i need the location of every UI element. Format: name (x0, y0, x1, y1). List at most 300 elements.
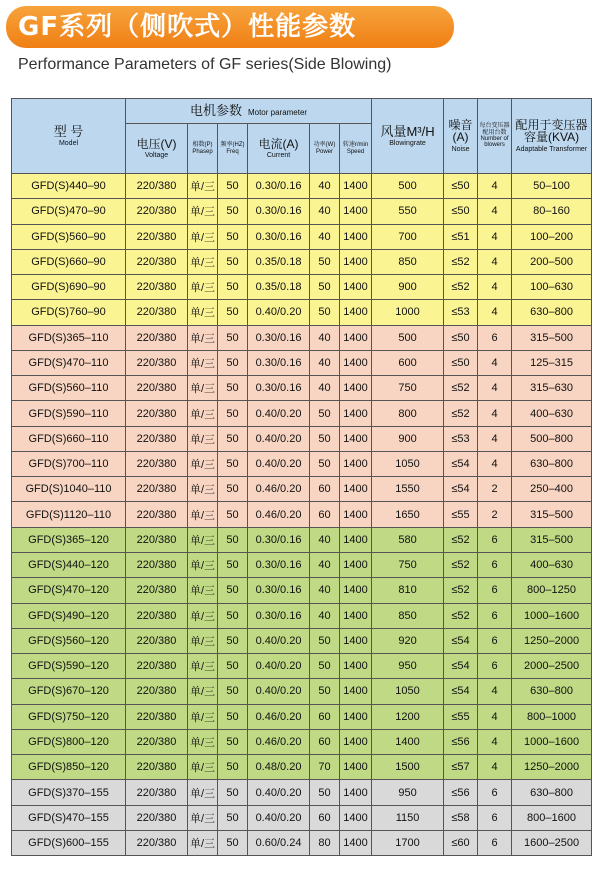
cell-power: 40 (310, 325, 340, 350)
cell-freq: 50 (218, 376, 248, 401)
cell-transformer: 800–1600 (512, 805, 592, 830)
cell-speed: 1400 (340, 451, 372, 476)
cell-noise: ≤53 (444, 426, 478, 451)
cell-transformer: 250–400 (512, 477, 592, 502)
cell-speed: 1400 (340, 578, 372, 603)
cell-phase: 单/三 (188, 477, 218, 502)
cell-noise: ≤54 (444, 628, 478, 653)
cell-speed: 1400 (340, 830, 372, 855)
cell-power: 60 (310, 729, 340, 754)
cell-transformer: 800–1250 (512, 578, 592, 603)
cell-air: 950 (372, 654, 444, 679)
cell-freq: 50 (218, 249, 248, 274)
cell-phase: 单/三 (188, 578, 218, 603)
cell-model: GFD(S)690–90 (12, 275, 126, 300)
cell-model: GFD(S)850–120 (12, 755, 126, 780)
table-row (12, 603, 592, 628)
cell-noise: ≤52 (444, 578, 478, 603)
cell-power: 60 (310, 502, 340, 527)
cell-blowers: 6 (478, 805, 512, 830)
cell-voltage: 220/380 (126, 350, 188, 375)
cell-phase: 单/三 (188, 502, 218, 527)
cell-phase: 单/三 (188, 805, 218, 830)
cell-voltage: 220/380 (126, 376, 188, 401)
cell-freq: 50 (218, 552, 248, 577)
cell-phase: 单/三 (188, 249, 218, 274)
table-row (12, 830, 592, 855)
table-row (12, 704, 592, 729)
header-model: 型 号 Model (12, 99, 126, 174)
cell-power: 50 (310, 654, 340, 679)
header-motor-parameter: 电机参数 Motor parameter (126, 99, 372, 124)
cell-blowers: 6 (478, 628, 512, 653)
cell-speed: 1400 (340, 300, 372, 325)
cell-transformer: 1600–2500 (512, 830, 592, 855)
cell-noise: ≤50 (444, 174, 478, 199)
cell-model: GFD(S)560–120 (12, 628, 126, 653)
cell-power: 40 (310, 603, 340, 628)
parameters-table (11, 98, 592, 856)
cell-freq: 50 (218, 451, 248, 476)
cell-phase: 单/三 (188, 704, 218, 729)
cell-freq: 50 (218, 628, 248, 653)
cell-speed: 1400 (340, 350, 372, 375)
cell-air: 700 (372, 224, 444, 249)
cell-transformer: 315–500 (512, 325, 592, 350)
cell-voltage: 220/380 (126, 224, 188, 249)
cell-blowers: 4 (478, 679, 512, 704)
cell-model: GFD(S)470–155 (12, 805, 126, 830)
cell-noise: ≤52 (444, 527, 478, 552)
table-row (12, 350, 592, 375)
cell-voltage: 220/380 (126, 603, 188, 628)
cell-blowers: 4 (478, 249, 512, 274)
cell-model: GFD(S)370–155 (12, 780, 126, 805)
cell-current: 0.48/0.20 (248, 755, 310, 780)
cell-current: 0.46/0.20 (248, 729, 310, 754)
cell-voltage: 220/380 (126, 780, 188, 805)
cell-voltage: 220/380 (126, 325, 188, 350)
cell-power: 40 (310, 578, 340, 603)
cell-current: 0.30/0.16 (248, 174, 310, 199)
cell-phase: 单/三 (188, 654, 218, 679)
cell-noise: ≤51 (444, 224, 478, 249)
cell-transformer: 315–500 (512, 502, 592, 527)
cell-freq: 50 (218, 755, 248, 780)
cell-power: 50 (310, 451, 340, 476)
cell-blowers: 6 (478, 527, 512, 552)
cell-air: 1050 (372, 679, 444, 704)
table-row (12, 275, 592, 300)
cell-model: GFD(S)750–120 (12, 704, 126, 729)
cell-current: 0.46/0.20 (248, 704, 310, 729)
cell-current: 0.46/0.20 (248, 477, 310, 502)
table-row (12, 325, 592, 350)
cell-voltage: 220/380 (126, 477, 188, 502)
cell-phase: 单/三 (188, 527, 218, 552)
cell-power: 60 (310, 477, 340, 502)
cell-model: GFD(S)670–120 (12, 679, 126, 704)
cell-freq: 50 (218, 477, 248, 502)
cell-model: GFD(S)365–110 (12, 325, 126, 350)
cell-phase: 单/三 (188, 224, 218, 249)
cell-speed: 1400 (340, 376, 372, 401)
cell-model: GFD(S)1040–110 (12, 477, 126, 502)
cell-phase: 单/三 (188, 628, 218, 653)
table-row (12, 300, 592, 325)
cell-air: 1650 (372, 502, 444, 527)
cell-transformer: 630–800 (512, 780, 592, 805)
cell-speed: 1400 (340, 275, 372, 300)
table-row (12, 249, 592, 274)
cell-air: 750 (372, 552, 444, 577)
subtitle: Performance Parameters of GF series(Side Blowing) (18, 56, 392, 73)
header-freq: 频率(HZ) Freq (218, 124, 248, 174)
cell-air: 500 (372, 325, 444, 350)
header-voltage: 电压(V) Voltage (126, 124, 188, 174)
cell-transformer: 630–800 (512, 679, 592, 704)
cell-freq: 50 (218, 654, 248, 679)
cell-noise: ≤52 (444, 603, 478, 628)
cell-blowers: 6 (478, 654, 512, 679)
cell-power: 50 (310, 780, 340, 805)
cell-model: GFD(S)590–110 (12, 401, 126, 426)
cell-transformer: 2000–2500 (512, 654, 592, 679)
cell-voltage: 220/380 (126, 729, 188, 754)
cell-transformer: 315–630 (512, 376, 592, 401)
cell-noise: ≤52 (444, 376, 478, 401)
cell-power: 40 (310, 527, 340, 552)
cell-freq: 50 (218, 174, 248, 199)
cell-noise: ≤55 (444, 502, 478, 527)
cell-speed: 1400 (340, 174, 372, 199)
cell-model: GFD(S)440–120 (12, 552, 126, 577)
table-row (12, 654, 592, 679)
cell-speed: 1400 (340, 679, 372, 704)
cell-phase: 单/三 (188, 830, 218, 855)
cell-current: 0.30/0.16 (248, 224, 310, 249)
cell-phase: 单/三 (188, 376, 218, 401)
cell-model: GFD(S)440–90 (12, 174, 126, 199)
cell-power: 80 (310, 830, 340, 855)
cell-phase: 单/三 (188, 350, 218, 375)
cell-model: GFD(S)760–90 (12, 300, 126, 325)
cell-power: 40 (310, 199, 340, 224)
cell-transformer: 500–800 (512, 426, 592, 451)
cell-air: 1700 (372, 830, 444, 855)
cell-transformer: 630–800 (512, 451, 592, 476)
table-row (12, 679, 592, 704)
cell-freq: 50 (218, 325, 248, 350)
cell-transformer: 100–630 (512, 275, 592, 300)
cell-air: 1500 (372, 755, 444, 780)
title-banner: GF系列（侧吹式）性能参数 (6, 6, 454, 48)
cell-voltage: 220/380 (126, 578, 188, 603)
cell-power: 50 (310, 426, 340, 451)
cell-freq: 50 (218, 729, 248, 754)
cell-air: 1550 (372, 477, 444, 502)
cell-voltage: 220/380 (126, 830, 188, 855)
header-power: 功率(W) Power (310, 124, 340, 174)
cell-phase: 单/三 (188, 552, 218, 577)
cell-blowers: 4 (478, 755, 512, 780)
cell-freq: 50 (218, 224, 248, 249)
cell-power: 50 (310, 628, 340, 653)
cell-phase: 单/三 (188, 451, 218, 476)
table-row (12, 451, 592, 476)
cell-power: 50 (310, 679, 340, 704)
cell-blowers: 4 (478, 300, 512, 325)
cell-voltage: 220/380 (126, 426, 188, 451)
cell-speed: 1400 (340, 325, 372, 350)
cell-noise: ≤54 (444, 451, 478, 476)
cell-air: 580 (372, 527, 444, 552)
header-current: 电流(A) Current (248, 124, 310, 174)
cell-speed: 1400 (340, 654, 372, 679)
cell-noise: ≤56 (444, 729, 478, 754)
cell-freq: 50 (218, 350, 248, 375)
table-row (12, 426, 592, 451)
table-row (12, 502, 592, 527)
cell-freq: 50 (218, 805, 248, 830)
cell-transformer: 50–100 (512, 174, 592, 199)
cell-current: 0.40/0.20 (248, 679, 310, 704)
cell-speed: 1400 (340, 502, 372, 527)
cell-blowers: 2 (478, 502, 512, 527)
cell-speed: 1400 (340, 224, 372, 249)
cell-transformer: 1000–1600 (512, 603, 592, 628)
cell-phase: 单/三 (188, 275, 218, 300)
cell-current: 0.40/0.20 (248, 426, 310, 451)
cell-noise: ≤54 (444, 679, 478, 704)
cell-voltage: 220/380 (126, 451, 188, 476)
cell-noise: ≤52 (444, 275, 478, 300)
cell-current: 0.30/0.16 (248, 350, 310, 375)
cell-air: 1150 (372, 805, 444, 830)
cell-power: 50 (310, 249, 340, 274)
cell-freq: 50 (218, 603, 248, 628)
cell-noise: ≤52 (444, 552, 478, 577)
cell-noise: ≤60 (444, 830, 478, 855)
cell-voltage: 220/380 (126, 552, 188, 577)
cell-speed: 1400 (340, 426, 372, 451)
table-row (12, 527, 592, 552)
cell-noise: ≤52 (444, 249, 478, 274)
header-noise: 噪音(A) Noise (444, 99, 478, 174)
cell-blowers: 4 (478, 275, 512, 300)
table-body (12, 174, 592, 856)
cell-power: 60 (310, 805, 340, 830)
cell-current: 0.40/0.20 (248, 805, 310, 830)
cell-transformer: 100–200 (512, 224, 592, 249)
cell-air: 950 (372, 780, 444, 805)
header-blowers: 每台变压器配用台数 Number of blowers (478, 99, 512, 174)
table-row (12, 174, 592, 199)
cell-freq: 50 (218, 275, 248, 300)
cell-air: 600 (372, 350, 444, 375)
cell-blowers: 4 (478, 224, 512, 249)
cell-model: GFD(S)800–120 (12, 729, 126, 754)
cell-transformer: 800–1000 (512, 704, 592, 729)
cell-current: 0.40/0.20 (248, 401, 310, 426)
cell-power: 50 (310, 275, 340, 300)
table-row (12, 729, 592, 754)
cell-voltage: 220/380 (126, 275, 188, 300)
cell-voltage: 220/380 (126, 628, 188, 653)
cell-current: 0.40/0.20 (248, 451, 310, 476)
cell-noise: ≤50 (444, 350, 478, 375)
cell-blowers: 6 (478, 830, 512, 855)
cell-voltage: 220/380 (126, 755, 188, 780)
table-row (12, 755, 592, 780)
cell-model: GFD(S)590–120 (12, 654, 126, 679)
cell-power: 40 (310, 376, 340, 401)
cell-power: 50 (310, 401, 340, 426)
cell-blowers: 4 (478, 376, 512, 401)
cell-phase: 单/三 (188, 401, 218, 426)
table-row (12, 477, 592, 502)
cell-speed: 1400 (340, 780, 372, 805)
cell-model: GFD(S)365–120 (12, 527, 126, 552)
cell-voltage: 220/380 (126, 805, 188, 830)
cell-freq: 50 (218, 527, 248, 552)
cell-noise: ≤50 (444, 325, 478, 350)
cell-current: 0.46/0.20 (248, 502, 310, 527)
header-transformer: 配用于变压器容量(KVA) Adaptable Transformer (512, 99, 592, 174)
cell-current: 0.40/0.20 (248, 654, 310, 679)
cell-air: 500 (372, 174, 444, 199)
header-air-volume: 风量M³/H Blowingrate (372, 99, 444, 174)
cell-phase: 单/三 (188, 755, 218, 780)
cell-air: 750 (372, 376, 444, 401)
cell-current: 0.40/0.20 (248, 780, 310, 805)
cell-current: 0.30/0.16 (248, 199, 310, 224)
cell-phase: 单/三 (188, 300, 218, 325)
table-row (12, 805, 592, 830)
cell-speed: 1400 (340, 805, 372, 830)
header-speed: 转速r/min Speed (340, 124, 372, 174)
cell-transformer: 1000–1600 (512, 729, 592, 754)
cell-voltage: 220/380 (126, 704, 188, 729)
cell-freq: 50 (218, 780, 248, 805)
cell-voltage: 220/380 (126, 679, 188, 704)
cell-freq: 50 (218, 502, 248, 527)
cell-voltage: 220/380 (126, 249, 188, 274)
cell-blowers: 2 (478, 477, 512, 502)
cell-blowers: 4 (478, 426, 512, 451)
table-row (12, 780, 592, 805)
cell-model: GFD(S)490–120 (12, 603, 126, 628)
cell-speed: 1400 (340, 704, 372, 729)
cell-current: 0.30/0.16 (248, 603, 310, 628)
cell-model: GFD(S)560–110 (12, 376, 126, 401)
cell-blowers: 4 (478, 401, 512, 426)
cell-blowers: 4 (478, 451, 512, 476)
cell-power: 40 (310, 174, 340, 199)
cell-noise: ≤56 (444, 780, 478, 805)
cell-air: 1000 (372, 300, 444, 325)
header-phase: 相数(P) Phasep (188, 124, 218, 174)
cell-current: 0.40/0.20 (248, 300, 310, 325)
cell-transformer: 80–160 (512, 199, 592, 224)
cell-blowers: 6 (478, 603, 512, 628)
cell-noise: ≤52 (444, 401, 478, 426)
cell-freq: 50 (218, 578, 248, 603)
cell-air: 900 (372, 275, 444, 300)
cell-transformer: 400–630 (512, 552, 592, 577)
cell-blowers: 4 (478, 704, 512, 729)
cell-transformer: 200–500 (512, 249, 592, 274)
table-row (12, 224, 592, 249)
cell-blowers: 4 (478, 199, 512, 224)
cell-noise: ≤57 (444, 755, 478, 780)
cell-power: 60 (310, 704, 340, 729)
cell-model: GFD(S)560–90 (12, 224, 126, 249)
cell-speed: 1400 (340, 628, 372, 653)
cell-model: GFD(S)600–155 (12, 830, 126, 855)
cell-blowers: 6 (478, 325, 512, 350)
cell-voltage: 220/380 (126, 174, 188, 199)
cell-voltage: 220/380 (126, 401, 188, 426)
cell-power: 40 (310, 552, 340, 577)
cell-freq: 50 (218, 426, 248, 451)
table-row (12, 199, 592, 224)
cell-current: 0.30/0.16 (248, 325, 310, 350)
cell-transformer: 630–800 (512, 300, 592, 325)
cell-freq: 50 (218, 300, 248, 325)
cell-speed: 1400 (340, 401, 372, 426)
cell-air: 550 (372, 199, 444, 224)
cell-current: 0.30/0.16 (248, 578, 310, 603)
cell-freq: 50 (218, 199, 248, 224)
cell-air: 800 (372, 401, 444, 426)
cell-blowers: 6 (478, 552, 512, 577)
cell-voltage: 220/380 (126, 300, 188, 325)
cell-blowers: 6 (478, 578, 512, 603)
cell-current: 0.60/0.24 (248, 830, 310, 855)
cell-noise: ≤55 (444, 704, 478, 729)
cell-model: GFD(S)470–110 (12, 350, 126, 375)
cell-power: 70 (310, 755, 340, 780)
cell-phase: 单/三 (188, 679, 218, 704)
cell-voltage: 220/380 (126, 502, 188, 527)
cell-transformer: 125–315 (512, 350, 592, 375)
cell-current: 0.35/0.18 (248, 275, 310, 300)
cell-blowers: 4 (478, 174, 512, 199)
cell-phase: 单/三 (188, 325, 218, 350)
cell-blowers: 6 (478, 780, 512, 805)
cell-freq: 50 (218, 679, 248, 704)
table-row (12, 628, 592, 653)
cell-speed: 1400 (340, 729, 372, 754)
cell-air: 900 (372, 426, 444, 451)
cell-phase: 单/三 (188, 780, 218, 805)
cell-blowers: 4 (478, 729, 512, 754)
cell-freq: 50 (218, 830, 248, 855)
cell-power: 40 (310, 350, 340, 375)
cell-transformer: 400–630 (512, 401, 592, 426)
cell-power: 40 (310, 224, 340, 249)
cell-speed: 1400 (340, 477, 372, 502)
cell-speed: 1400 (340, 603, 372, 628)
table-row (12, 552, 592, 577)
cell-noise: ≤53 (444, 300, 478, 325)
cell-transformer: 1250–2000 (512, 755, 592, 780)
cell-current: 0.30/0.16 (248, 376, 310, 401)
table-row (12, 578, 592, 603)
cell-voltage: 220/380 (126, 199, 188, 224)
cell-phase: 单/三 (188, 603, 218, 628)
